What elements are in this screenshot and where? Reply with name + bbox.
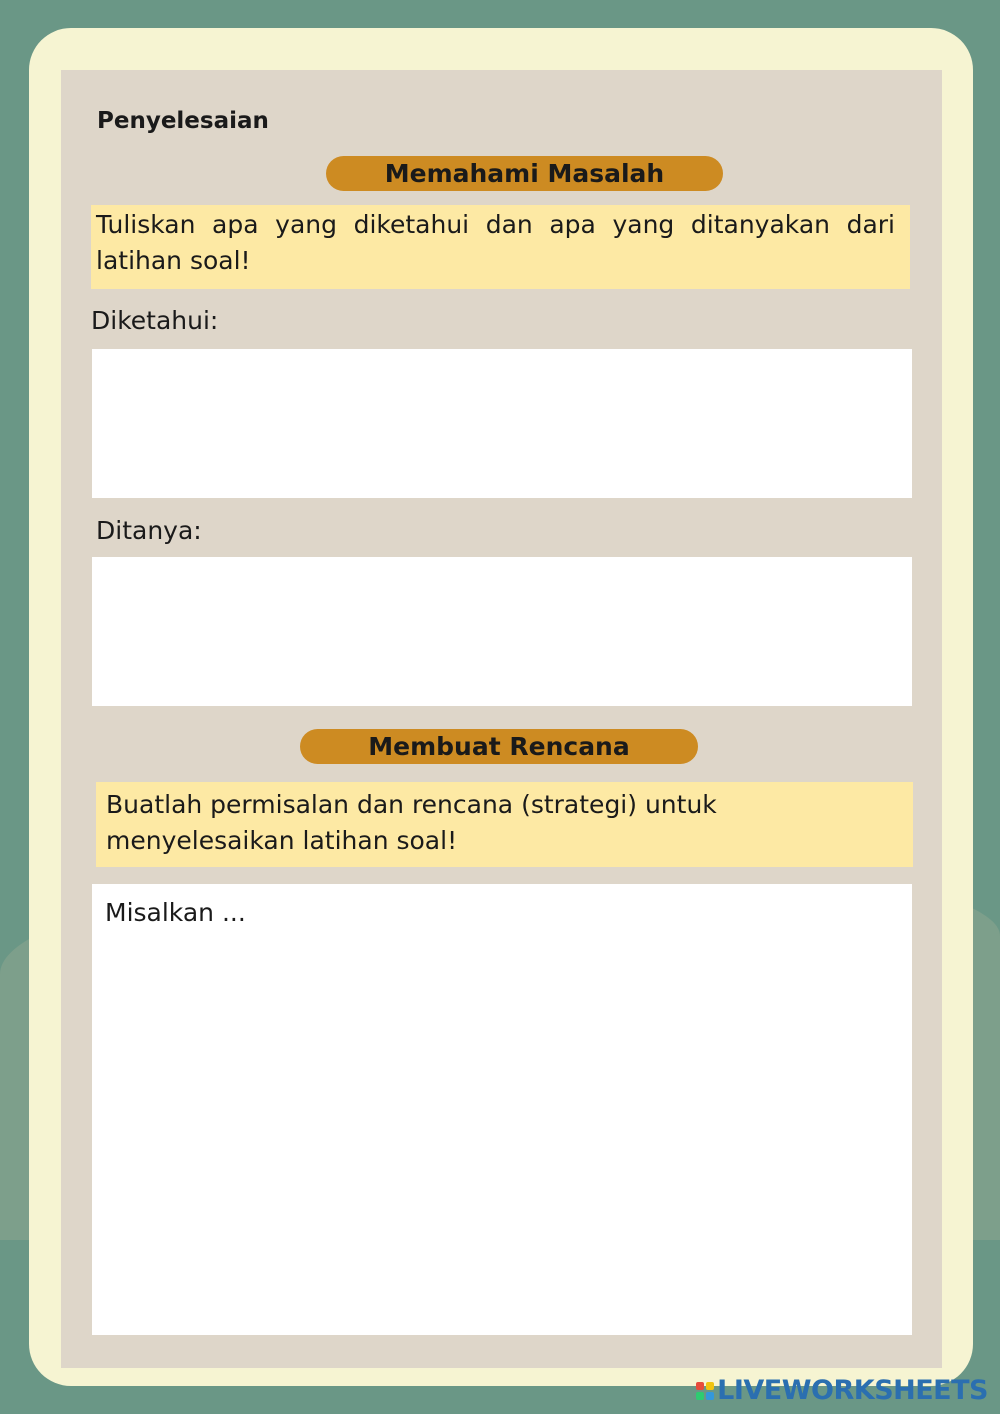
plan-instruction: Buatlah permisalan dan rencana (strategi) untuk menyelesaikan latihan soal!: [96, 782, 913, 867]
liveworksheets-logo-icon: [696, 1382, 714, 1400]
section-heading: Penyelesaian: [97, 108, 269, 134]
plan-title-pill: Membuat Rencana: [300, 729, 698, 764]
understand-title-pill: Memahami Masalah: [326, 156, 723, 191]
known-answer-field[interactable]: [92, 349, 912, 498]
liveworksheets-brand: [696, 1375, 988, 1406]
asked-answer-field[interactable]: [92, 557, 912, 706]
brand-text: LIVEWORKSHEETS: [717, 1375, 988, 1406]
known-label: Diketahui:: [91, 306, 219, 335]
understand-instruction: Tuliskan apa yang diketahui dan apa yang ditanyakan dari latihan soal!: [91, 205, 910, 289]
plan-answer-field[interactable]: [92, 884, 912, 1335]
asked-label: Ditanya:: [96, 516, 202, 545]
